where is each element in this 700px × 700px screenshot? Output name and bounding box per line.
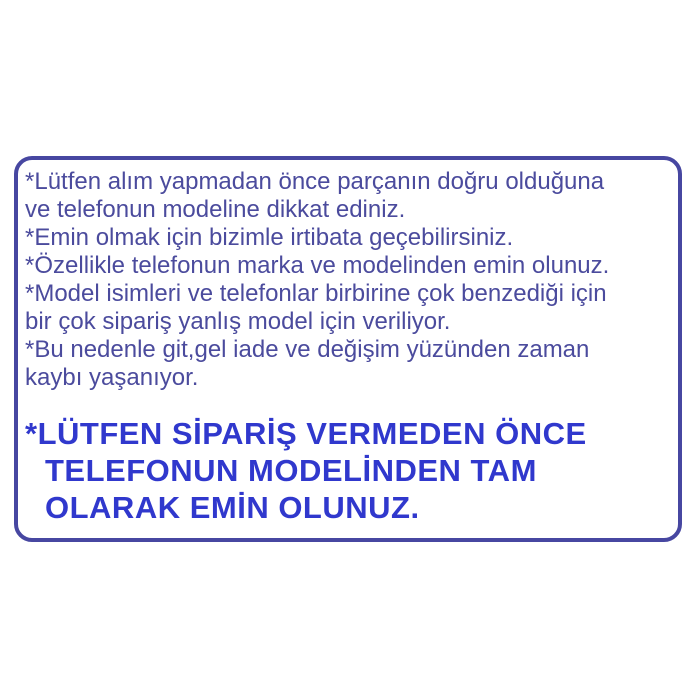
notice-body	[25, 168, 672, 392]
notice-body-line: *Lütfen alım yapmadan önce parçanın doğru olduğuna	[25, 168, 605, 195]
notice-warning-line: TELEFONUN MODELİNDEN TAM	[45, 453, 537, 488]
notice-body-line: kaybı yaşanıyor.	[25, 364, 199, 391]
notice-body-line: *Bu nedenle git,gel iade ve değişim yüzünden zaman	[25, 336, 590, 363]
notice-body-line: *Emin olmak için bizimle irtibata geçebilirsiniz.	[25, 224, 514, 251]
notice-warning	[25, 415, 672, 526]
notice-warning-line: *LÜTFEN SİPARİŞ VERMEDEN ÖNCE	[25, 416, 587, 451]
notice-warning-line: OLARAK EMİN OLUNUZ.	[45, 490, 420, 525]
notice-body-line: ve telefonun modeline dikkat ediniz.	[25, 196, 406, 223]
notice-body-line: *Model isimleri ve telefonlar birbirine çok benzediği için	[25, 280, 607, 307]
notice-body-line: *Özellikle telefonun marka ve modelinden emin olunuz.	[25, 252, 610, 279]
notice-box	[14, 156, 682, 542]
notice-body-line: bir çok sipariş yanlış model için veriliyor.	[25, 308, 451, 335]
